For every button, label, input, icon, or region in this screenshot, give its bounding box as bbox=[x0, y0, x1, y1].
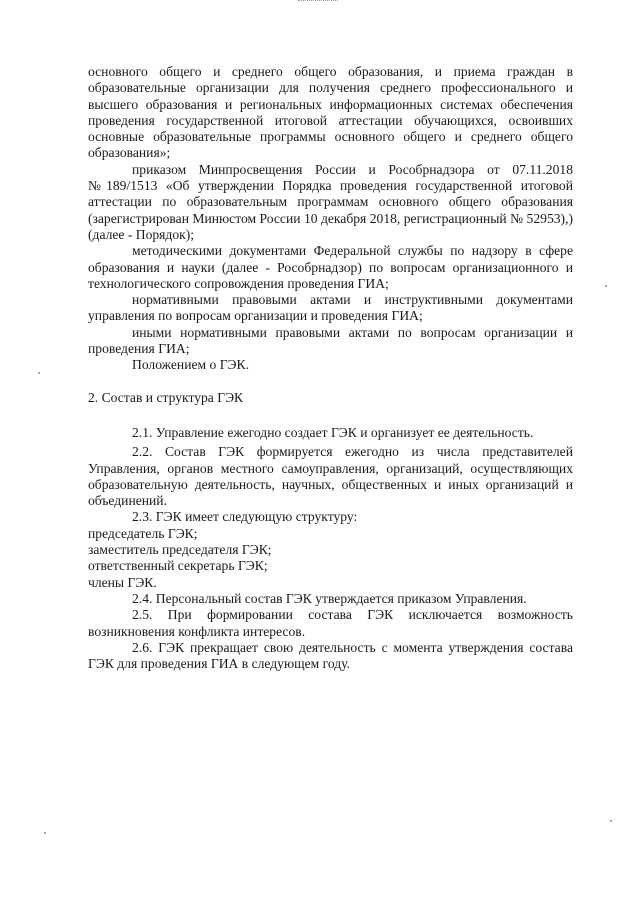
scan-speck bbox=[605, 285, 607, 287]
scan-speck bbox=[44, 832, 46, 834]
paragraph-regulation: Положением о ГЭК. bbox=[132, 357, 250, 373]
paragraph-2-4: 2.4. Персональный состав ГЭК утверждается приказом Управления. bbox=[132, 590, 527, 606]
paragraph-2-2: 2.2. Состав ГЭК формируется ежегодно из числа представителей Управления, органов местного самоуправления, организаций, осуществляющих образовательную деятельность, научных, общественных и иных организаций и объединений. bbox=[88, 444, 573, 509]
paragraph-continuation: основного общего и среднего общего образования, и приема граждан в образовательные организации для получения среднего профессионального и высшего образования и региональных информационных системах обеспечения проведения государственной итоговой аттестации обучающихся, освоивших основные образовательные программы основного общего и среднего общего образования»; bbox=[88, 64, 573, 161]
paragraph-2-6: 2.6. ГЭК прекращает свою деятельность с момента утверждения состава ГЭК для проведения ГИА в следующем году. bbox=[88, 639, 573, 672]
paragraph-2-1: 2.1. Управление ежегодно создает ГЭК и организует ее деятельность. bbox=[132, 424, 534, 440]
section-heading: 2. Состав и структура ГЭК bbox=[88, 389, 244, 405]
top-edge-mark bbox=[298, 0, 338, 3]
paragraph-other-acts: иными нормативными правовыми актами по вопросам организации и проведения ГИА; bbox=[88, 324, 573, 357]
structure-item: заместитель председателя ГЭК; bbox=[88, 542, 272, 558]
scan-speck bbox=[38, 372, 40, 374]
paragraph-methodical-docs: методическими документами Федеральной службы по надзору в сфере образования и науки (далее - Рособрнадзор) по вопросам организационного и технологического сопровождения проведения ГИА; bbox=[88, 243, 573, 291]
paragraph-order-ref: приказом Минпросвещения России и Рособрнадзора от 07.11.2018 №189/1513 «Об утверждении Порядка проведения государственной итоговой аттестации по образовательным программам основного общего образования (зарегистрирован Минюстом России 10 декабря 2018, регистрационный № 52953),) (далее - Порядок); bbox=[88, 161, 573, 242]
paragraph-2-5: 2.5. При формировании состава ГЭК исключается возможность возникновения конфликта интересов. bbox=[88, 607, 573, 639]
document-page bbox=[88, 64, 573, 672]
structure-item: председатель ГЭК; bbox=[88, 525, 198, 541]
structure-item: ответственный секретарь ГЭК; bbox=[88, 558, 268, 574]
paragraph-normative-acts: нормативными правовыми актами и инструктивными документами управления по вопросам организации и проведения ГИА; bbox=[88, 292, 573, 324]
structure-item: члены ГЭК. bbox=[88, 574, 157, 590]
paragraph-2-3: 2.3. ГЭК имеет следующую структуру: bbox=[132, 509, 358, 525]
scan-speck bbox=[610, 820, 612, 822]
